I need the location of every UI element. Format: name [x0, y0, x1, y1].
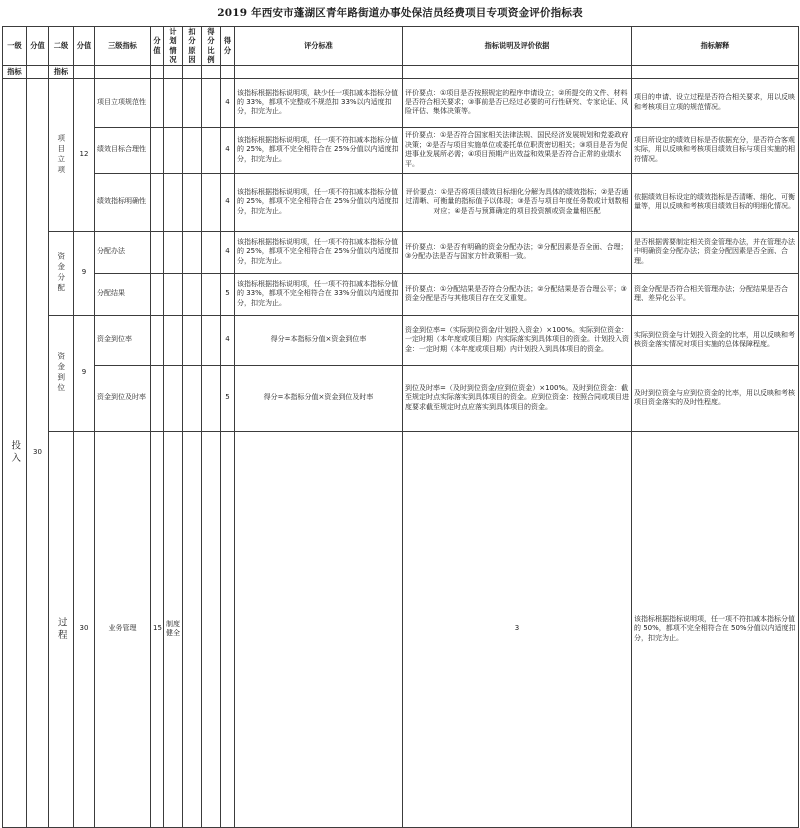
level2-fund-arrival-score: 9 — [74, 315, 95, 431]
col-header: 一级 — [3, 27, 27, 66]
level1-process-score: 30 — [74, 431, 95, 827]
scoring-standard: 得分=本指标分值×资金到位率 — [235, 315, 403, 365]
level2-fund-arrival: 资金到位 — [49, 315, 74, 431]
row-score: 3 — [403, 431, 632, 827]
table-row — [3, 231, 799, 273]
table-row — [3, 431, 799, 827]
scoring-standard: 该指标根据指标说明项，任一项不符扣减本指标分值的 25%，都项不完全相符合在 25%分值以内适度扣分，扣完为止。 — [235, 173, 403, 231]
scoring-standard: 该指标根据指标说明项，缺少任一项扣减本指标分值的 33%，都项不完整或不规范扣 33%以内适度扣分，扣完为止。 — [235, 78, 403, 127]
col-header: 扣分原因 — [183, 27, 202, 66]
level2-business-management-score: 15 — [151, 431, 164, 827]
indicator-basis: 评价要点：①是否将项目绩效目标细化分解为具体的绩效指标；②是否通过清晰、可衡量的指标值予以体现；③是否与项目年度任务数或计划数相对应；④是否与预算确定的项目投资额或资金量相匹配 — [403, 173, 632, 231]
row-score: 5 — [221, 273, 235, 315]
row-score: 4 — [221, 173, 235, 231]
col-header: 计划情况 — [164, 27, 183, 66]
indicator-explanation: 实际到位资金与计划投入资金的比率，用以反映和考核资金落实情况对项目实施的总体保障程度。 — [632, 315, 799, 365]
indicator-basis: 评价要点：①是否符合国家相关法律法规、国民经济发展规划和党委政府决策；②是否与项目实施单位或委托单位职责密切相关；③项目是否为促进事业发展所必需；④项目预期产出效益和效果是否符合正常的业绩水平。 — [403, 127, 632, 173]
indicator-explanation: 依据绩效目标设定的绩效指标是否清晰、细化、可衡量等，用以反映和考核项目绩效目标的明细化情况。 — [632, 173, 799, 231]
level2-fund-allocation-score: 9 — [74, 231, 95, 315]
level3-name: 制度健全 — [164, 431, 183, 827]
col-header: 指标解释 — [632, 27, 799, 66]
level3-name: 绩效目标合理性 — [95, 127, 151, 173]
indicator-explanation: 资金分配是否符合相关管理办法；分配结果是否合理、差异化公平。 — [632, 273, 799, 315]
indicator-basis: 评价要点：①项目是否按照规定的程序申请设立；②所提交的文件、材料是否符合相关要求；③事前是否已经过必要的可行性研究、专家论证、风险评估、集体决策等。 — [403, 78, 632, 127]
col-header: 分值 — [27, 27, 49, 66]
indicator-label: 指标 — [3, 65, 27, 78]
scoring-standard: 得分=本指标分值×资金到位及时率 — [235, 365, 403, 431]
table-row — [3, 78, 799, 127]
level1-process: 过程 — [49, 431, 74, 827]
row-score: 5 — [221, 365, 235, 431]
level3-name: 分配结果 — [95, 273, 151, 315]
indicator-basis: 评价要点：①分配结果是否符合分配办法；②分配结果是否合理公平；③资金分配是否与其他项目存在交叉重复。 — [403, 273, 632, 315]
col-header: 指标说明及评价依据 — [403, 27, 632, 66]
level2-business-management: 业务管理 — [95, 431, 151, 827]
row-score: 4 — [221, 231, 235, 273]
scoring-standard: 该指标根据指标说明项，任一项不符扣减本指标分值的 50%，都项不完全相符合在 50%分值以内适度扣分，扣完为止。 — [632, 431, 799, 827]
indicator-explanation: 项目所设定的绩效目标是否依据充分，是否符合客观实际，用以反映和考核项目绩效目标与项目实施的相符情况。 — [632, 127, 799, 173]
scoring-standard: 该指标根据指标说明项，任一项不符扣减本指标分值的 33%，都项不完全相符合在 33%分值以内适度扣分，扣完为止。 — [235, 273, 403, 315]
col-header: 得分比例 — [202, 27, 221, 66]
level2-fund-allocation: 资金分配 — [49, 231, 74, 315]
col-header: 评分标准 — [235, 27, 403, 66]
level3-name: 项目立项规范性 — [95, 78, 151, 127]
row-score: 4 — [221, 315, 235, 365]
level2-project-setup: 项目立项 — [49, 78, 74, 231]
scoring-standard: 该指标根据指标说明项，任一项不符扣减本指标分值的 25%，都项不完全相符合在 25%分值以内适度扣分，扣完为止。 — [235, 127, 403, 173]
header-row — [3, 27, 799, 66]
level1-input-score: 30 — [27, 78, 49, 827]
indicator-subheader-row — [3, 65, 799, 78]
indicator-explanation: 及时到位资金与应到位资金的比率，用以反映和考核项目资金落实的及时性程度。 — [632, 365, 799, 431]
level3-name: 绩效指标明确性 — [95, 173, 151, 231]
col-header: 得分 — [221, 27, 235, 66]
table-row — [3, 315, 799, 365]
col-header: 二级 — [49, 27, 74, 66]
level3-name: 分配办法 — [95, 231, 151, 273]
indicator-basis: 到位及时率=（及时到位资金/应到位资金）×100%。及时到位资金：截至规定时点实际落实到具体项目的资金。应到位资金：按照合同或项目进度要求截至规定时点应落实到具体项目的资金。 — [403, 365, 632, 431]
indicator-table — [2, 26, 799, 828]
table-row — [3, 173, 799, 231]
indicator-explanation: 是否根据需要制定相关资金管理办法，并在管理办法中明确资金分配办法；资金分配因素是否全面、合理。 — [632, 231, 799, 273]
level1-input: 投入 — [3, 78, 27, 827]
level3-name: 资金到位率 — [95, 315, 151, 365]
level2-project-setup-score: 12 — [74, 78, 95, 231]
indicator-label: 指标 — [49, 65, 74, 78]
indicator-basis: 评价要点：①是否有明确的资金分配办法；②分配因素是否全面、合理；③分配办法是否与国家方针政策相一致。 — [403, 231, 632, 273]
table-row — [3, 273, 799, 315]
col-header: 分值 — [74, 27, 95, 66]
indicator-basis: 资金到位率=（实际到位资金/计划投入资金）×100%。实际到位资金：一定时期（本年度或项目期）内实际落实到具体项目的资金。计划投入资金：一定时期（本年度或项目期）内计划投入到具体项目的资金。 — [403, 315, 632, 365]
table-row — [3, 127, 799, 173]
table-row — [3, 365, 799, 431]
col-header: 分值 — [151, 27, 164, 66]
row-score: 4 — [221, 127, 235, 173]
level3-name: 资金到位及时率 — [95, 365, 151, 431]
table-title: 2019 年西安市蓬湖区青年路街道办事处保洁员经费项目专项资金评价指标表 — [217, 7, 583, 19]
row-score: 4 — [221, 78, 235, 127]
scoring-standard: 该指标根据指标说明项，任一项不符扣减本指标分值的 25%，都项不完全相符合在 25%分值以内适度扣分，扣完为止。 — [235, 231, 403, 273]
col-header: 三级指标 — [95, 27, 151, 66]
indicator-explanation: 项目的申请、设立过程是否符合相关要求，用以反映和考核项目立项的规范情况。 — [632, 78, 799, 127]
